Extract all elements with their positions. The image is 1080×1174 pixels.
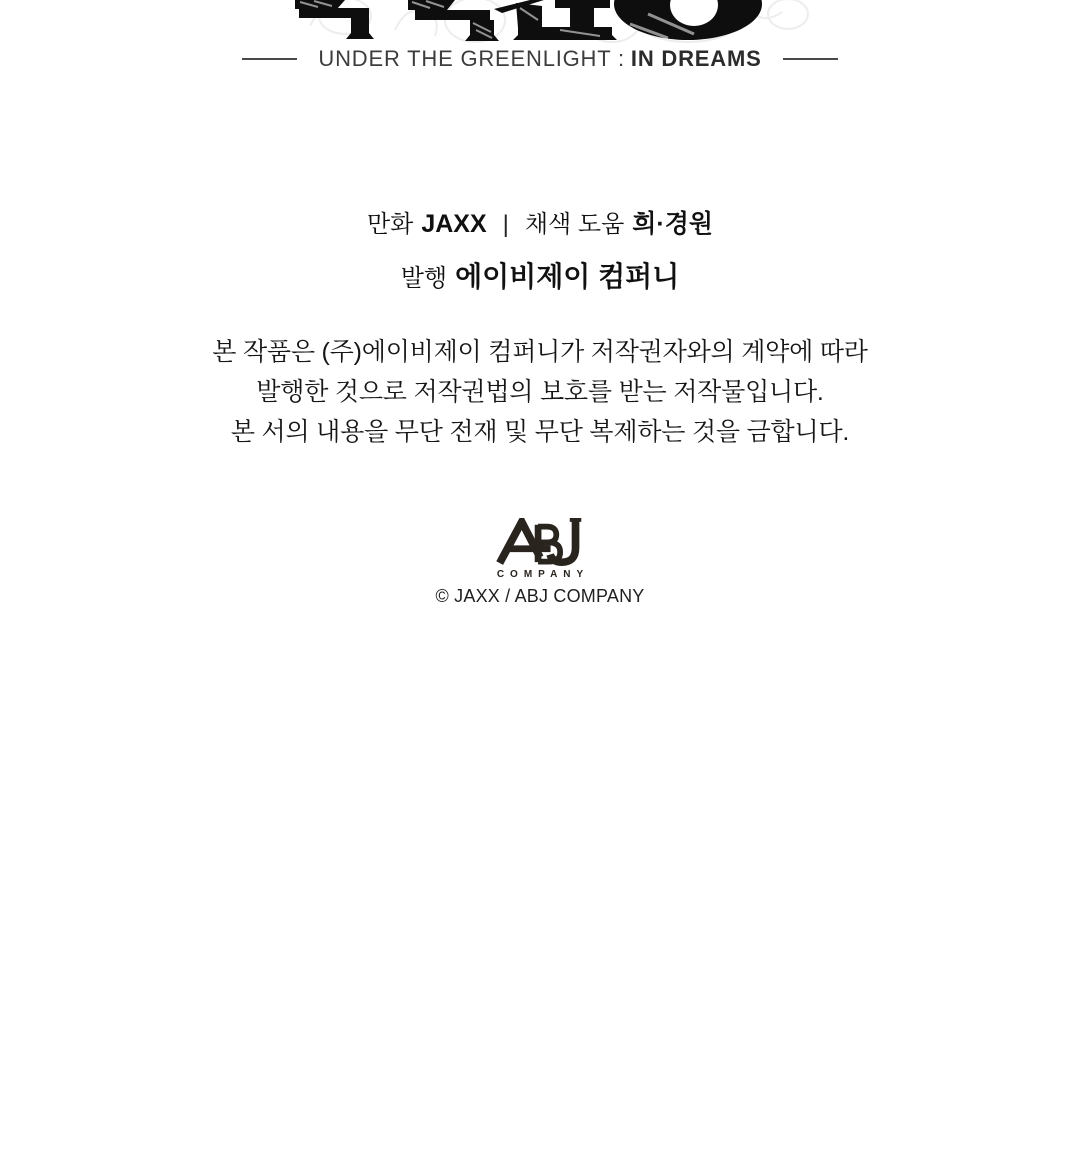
publish-label: 발행 [400, 265, 448, 292]
korean-title-logo-cropped-icon [0, 0, 1080, 46]
series-subtitle [0, 46, 1080, 72]
publisher-name: 에이비제이 컴퍼니 [455, 261, 680, 292]
left-rule [242, 58, 297, 60]
right-rule [783, 58, 838, 60]
notice-line-2: 발행한 것으로 저작권법의 보호를 받는 저작물입니다. [256, 378, 824, 406]
abj-logo-icon [495, 518, 585, 566]
notice-line-1: 본 작품은 (주)에이비제이 컴퍼니가 저작권자와의 계약에 따라 [212, 338, 868, 366]
notice-line-3: 본 서의 내용을 무단 전재 및 무단 복제하는 것을 금합니다. [230, 418, 850, 446]
credit-separator: | [502, 211, 509, 238]
coloring-label: 채색 도움 [524, 211, 625, 238]
credit-line-artists [0, 204, 1080, 240]
subtitle-series: UNDER THE GREENLIGHT : [318, 46, 625, 71]
title-artwork [0, 0, 1080, 46]
publisher-logo [0, 518, 1080, 580]
staff-credits [0, 204, 1080, 295]
credit-line-publisher [0, 255, 1080, 295]
footer-copyright: © JAXX / ABJ COMPANY [435, 586, 645, 606]
subtitle-text [318, 46, 761, 72]
copyright-notice [0, 332, 1080, 452]
manhwa-label: 만화 [366, 211, 414, 238]
logo-company-text: COMPANY [496, 569, 590, 580]
subtitle-episode: IN DREAMS [630, 46, 762, 71]
manhwa-artist: JAXX [421, 210, 487, 238]
coloring-artist: 희·경원 [632, 210, 714, 238]
